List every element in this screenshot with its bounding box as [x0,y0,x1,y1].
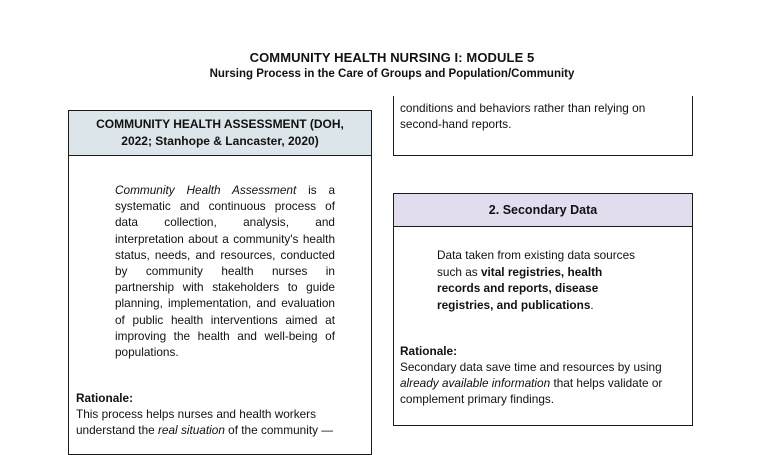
secondary-data-definition [437,247,647,313]
secondary-data-heading-text: 2. Secondary Data [488,203,598,217]
rationale-emphasis: real situation [158,423,225,438]
continuation-text: conditions and behaviors rather than relying on second-hand reports. [400,101,646,132]
definition-end: . [590,297,594,312]
secondary-data-heading [393,193,693,227]
definition-paragraph [115,182,335,360]
module-title: COMMUNITY HEALTH NURSING I: MODULE 5 [249,50,535,65]
rationale-label: Rationale: [400,344,458,358]
primary-data-continuation [393,96,693,156]
secondary-data-body [393,226,693,426]
rationale-text-part2: of the community — [224,423,334,438]
rationale-text-part1: Secondary data save time and resources by using [400,360,662,374]
definition-term: Community Health Assessment [115,183,297,197]
rationale-label: Rationale: [76,391,134,405]
community-health-assessment-body [68,155,372,455]
rationale-text [400,359,685,408]
rationale-text-part1: This process helps nurses and health workers understand the [76,407,316,438]
heading-line-1: COMMUNITY HEALTH ASSESSMENT (DOH, [96,117,344,131]
heading-line-2: 2022; Stanhope & Lancaster, 2020) [121,134,319,148]
community-health-assessment-heading [68,110,372,156]
data-sources-list: vital registries, health records and reports, disease registries, and publications [437,264,603,312]
module-subtitle: Nursing Process in the Care of Groups and Population/Community [209,68,575,80]
definition-intro: Data taken from existing data sources such as [437,248,636,279]
definition-text: is a systematic and continuous process of data collection, analysis, and interpretation about a community's health status, needs, and resources, conducted by community health nurses in partnership with stakeholders to guide planning, implementation, and evaluation of public health interventions aimed at improving the health and well-being of populations. [115,183,336,360]
rationale-emphasis: already available information [400,376,551,391]
rationale-text-part2: that helps validate or complement primary findings. [400,376,663,407]
rationale-text [76,406,366,438]
